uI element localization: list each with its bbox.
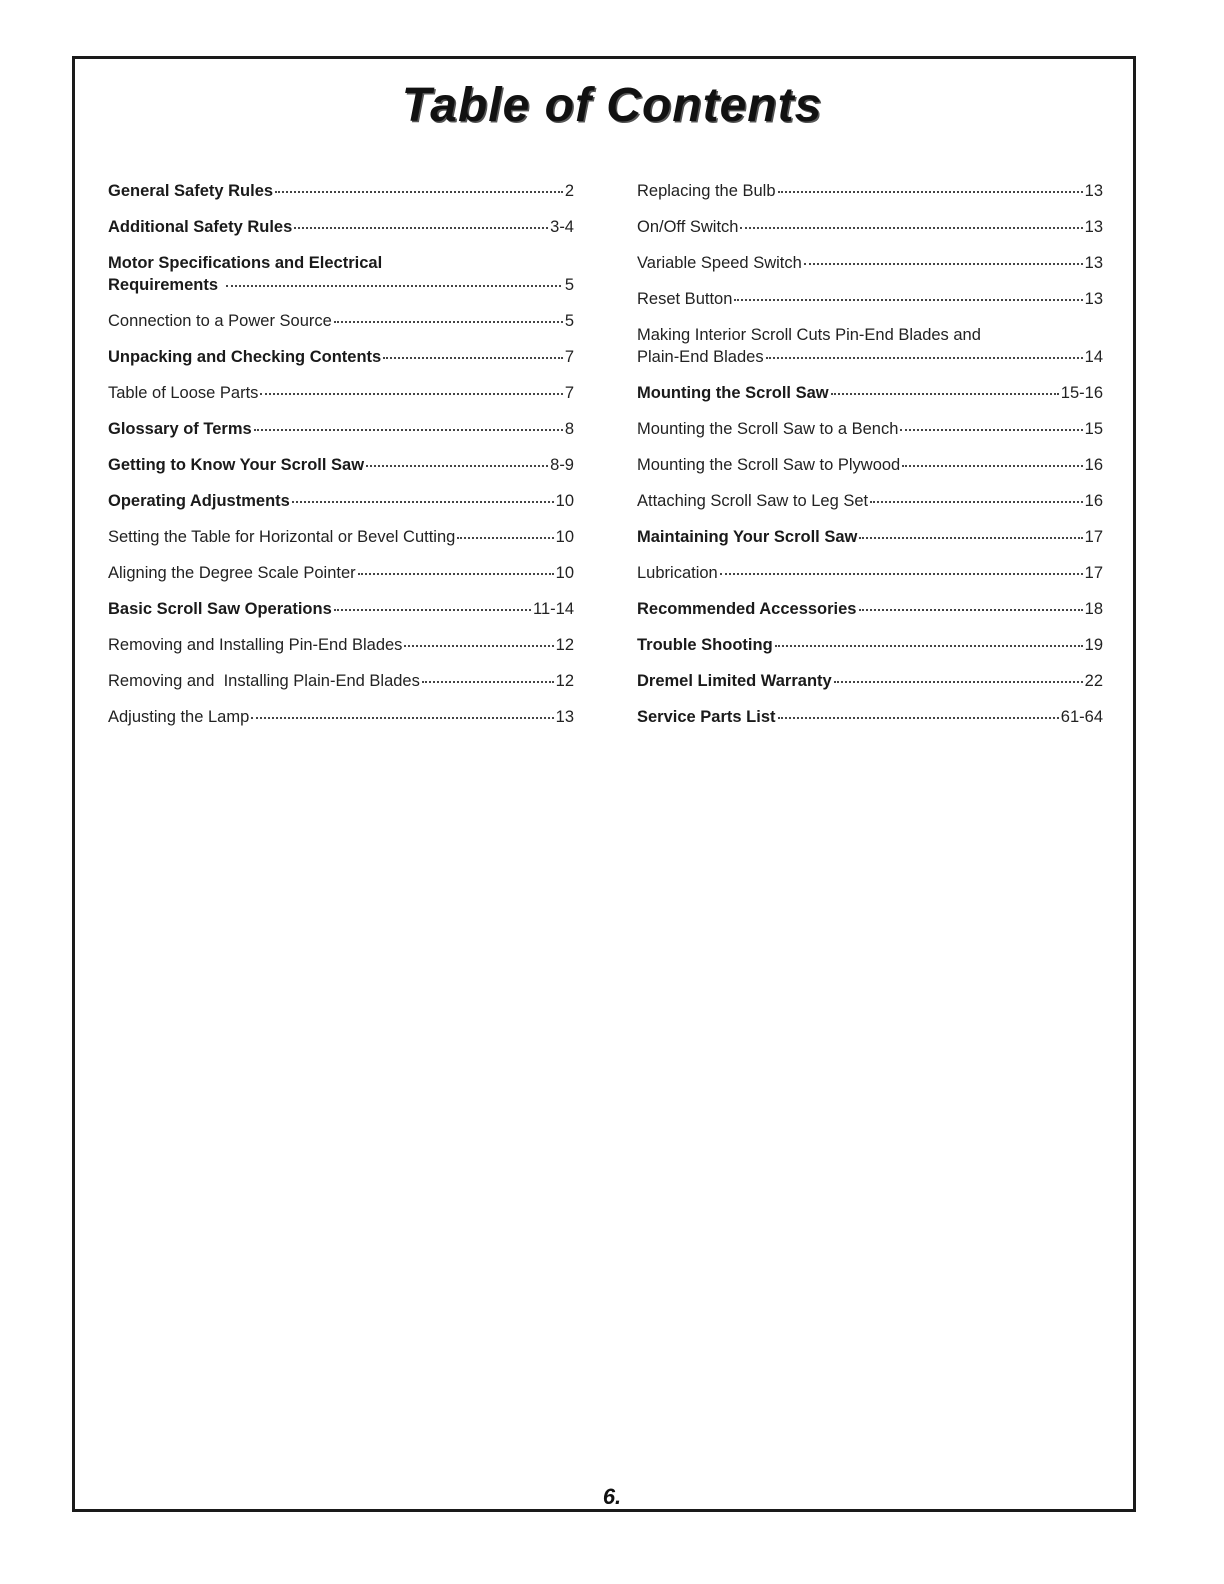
toc-entry-page: 11-14 [533,600,574,618]
toc-entry-title: Replacing the Bulb [637,182,776,200]
toc-entry-title: Aligning the Degree Scale Pointer [108,564,356,582]
toc-entry-page: 13 [1084,182,1103,200]
toc-entry-title: Setting the Table for Horizontal or Bevel Cutting [108,528,456,546]
toc-entry-title: Mounting the Scroll Saw to Plywood [637,456,901,474]
toc-entry[interactable] [637,526,1103,548]
toc-entry-page: 17 [1084,528,1103,546]
toc-entry-title: Dremel Limited Warranty [637,672,832,690]
dot-leader [254,429,563,431]
dot-leader [804,263,1083,265]
toc-entry-page: 8 [564,420,574,438]
toc-entry[interactable] [108,490,574,512]
toc-entry[interactable] [637,288,1103,310]
toc-entry-page: 3-4 [550,218,574,236]
dot-leader [404,645,553,647]
toc-entry[interactable] [108,216,574,238]
toc-entry-title-line1: Making Interior Scroll Cuts Pin-End Blades and [637,326,981,344]
toc-entry-page: 16 [1084,492,1103,510]
toc-entry-page: 7 [564,348,574,366]
toc-entry-title: Operating Adjustments [108,492,290,510]
toc-entry[interactable] [108,346,574,368]
toc-entry-title: General Safety Rules [108,182,274,200]
toc-entry-title: Glossary of Terms [108,420,252,438]
toc-entry-page: 13 [555,708,574,726]
dot-leader [294,227,548,229]
toc-entry[interactable] [637,562,1103,584]
toc-entry-title: Reset Button [637,290,733,308]
dot-leader [275,191,563,193]
toc-entry[interactable] [637,670,1103,692]
toc-entry-page: 22 [1084,672,1103,690]
toc-entry-title: Removing and Installing Pin-End Blades [108,636,403,654]
toc-entry[interactable] [108,418,574,440]
toc-entry-title: Trouble Shooting [637,636,773,654]
toc-entry-title: Mounting the Scroll Saw [637,384,829,402]
toc-entry[interactable] [637,454,1103,476]
toc-entry-page: 8-9 [550,456,574,474]
dot-leader [766,357,1083,359]
toc-entry-page: 10 [555,528,574,546]
toc-entry-title: Maintaining Your Scroll Saw [637,528,858,546]
toc-entry-title: Getting to Know Your Scroll Saw [108,456,365,474]
dot-leader [859,537,1082,539]
dot-leader [422,681,554,683]
toc-entry[interactable] [637,418,1103,440]
toc-entry-page: 12 [555,636,574,654]
toc-entry-page: 13 [1084,290,1103,308]
dot-leader [834,681,1083,683]
toc-entry[interactable] [108,562,574,584]
toc-entry[interactable] [108,310,574,332]
toc-entry-page: 5 [564,312,574,330]
dot-leader [778,717,1059,719]
toc-entry-title-line1: Motor Specifications and Electrical [108,254,383,272]
toc-entry[interactable] [637,382,1103,404]
toc-left-column [108,180,574,742]
dot-leader [775,645,1083,647]
toc-entry-title: Service Parts List [637,708,776,726]
dot-leader [720,573,1083,575]
toc-entry-page: 16 [1084,456,1103,474]
toc-entry[interactable] [637,252,1103,274]
toc-entry[interactable] [108,634,574,656]
dot-leader [292,501,554,503]
dot-leader [457,537,553,539]
toc-entry[interactable] [637,216,1103,238]
toc-entry-page: 10 [555,492,574,510]
toc-entry[interactable] [108,526,574,548]
dot-leader [831,393,1059,395]
dot-leader [383,357,563,359]
dot-leader [902,465,1082,467]
toc-entry-page: 15-16 [1060,384,1103,402]
toc-entry[interactable] [108,382,574,404]
page-number: 6. [602,1484,622,1509]
toc-entry-page: 17 [1084,564,1103,582]
toc-entry-page: 61-64 [1060,708,1103,726]
toc-entry-page: 2 [564,182,574,200]
toc-entry-title: Basic Scroll Saw Operations [108,600,332,618]
toc-entry-title: Attaching Scroll Saw to Leg Set [637,492,869,510]
dot-leader [900,429,1082,431]
toc-entry[interactable] [108,454,574,476]
toc-entry-title: Lubrication [637,564,718,582]
toc-entry-title: Unpacking and Checking Contents [108,348,382,366]
toc-entry-title: Table of Loose Parts [108,384,259,402]
toc-entry[interactable] [637,598,1103,620]
toc-right-column [637,180,1103,742]
dot-leader [859,609,1083,611]
dot-leader [778,191,1083,193]
toc-entry-title: Variable Speed Switch [637,254,802,272]
toc-entry[interactable] [637,490,1103,512]
dot-leader [260,393,562,395]
toc-entry-page: 14 [1084,348,1103,366]
toc-entry[interactable] [108,252,574,296]
toc-entry-page: 15 [1084,420,1103,438]
dot-leader [870,501,1083,503]
toc-entry-title-line2: Requirements [108,276,219,294]
dot-leader [358,573,554,575]
dot-leader [334,321,563,323]
toc-entry-page: 19 [1084,636,1103,654]
toc-entry[interactable] [637,634,1103,656]
dot-leader [334,609,531,611]
toc-entry-title-line2: Plain-End Blades [637,348,764,366]
toc-entry-page: 10 [555,564,574,582]
toc-entry[interactable] [637,324,1103,368]
dot-leader [734,299,1082,301]
toc-entry-title: On/Off Switch [637,218,739,236]
toc-entry-page: 5 [564,276,574,294]
dot-leader [740,227,1082,229]
dot-leader [366,465,548,467]
toc-entry[interactable] [108,180,574,202]
toc-entry-title: Connection to a Power Source [108,312,332,330]
toc-entry[interactable] [108,598,574,620]
toc-entry-page: 18 [1084,600,1103,618]
dot-leader [226,285,561,287]
toc-entry-title: Adjusting the Lamp [108,708,250,726]
toc-entry[interactable] [637,180,1103,202]
toc-entry-page: 12 [555,672,574,690]
toc-entry-title: Mounting the Scroll Saw to a Bench [637,420,899,438]
toc-entry[interactable] [637,706,1103,728]
toc-entry-page: 13 [1084,254,1103,272]
toc-entry-title: Additional Safety Rules [108,218,293,236]
toc-entry-page: 13 [1084,218,1103,236]
page-title: Table of Contents [401,79,823,132]
toc-entry-title: Removing and Installing Plain-End Blades [108,672,420,690]
dot-leader [251,717,553,719]
toc-entry[interactable] [108,706,574,728]
toc-entry-title: Recommended Accessories [637,600,857,618]
toc-entry[interactable] [108,670,574,692]
toc-entry-page: 7 [564,384,574,402]
